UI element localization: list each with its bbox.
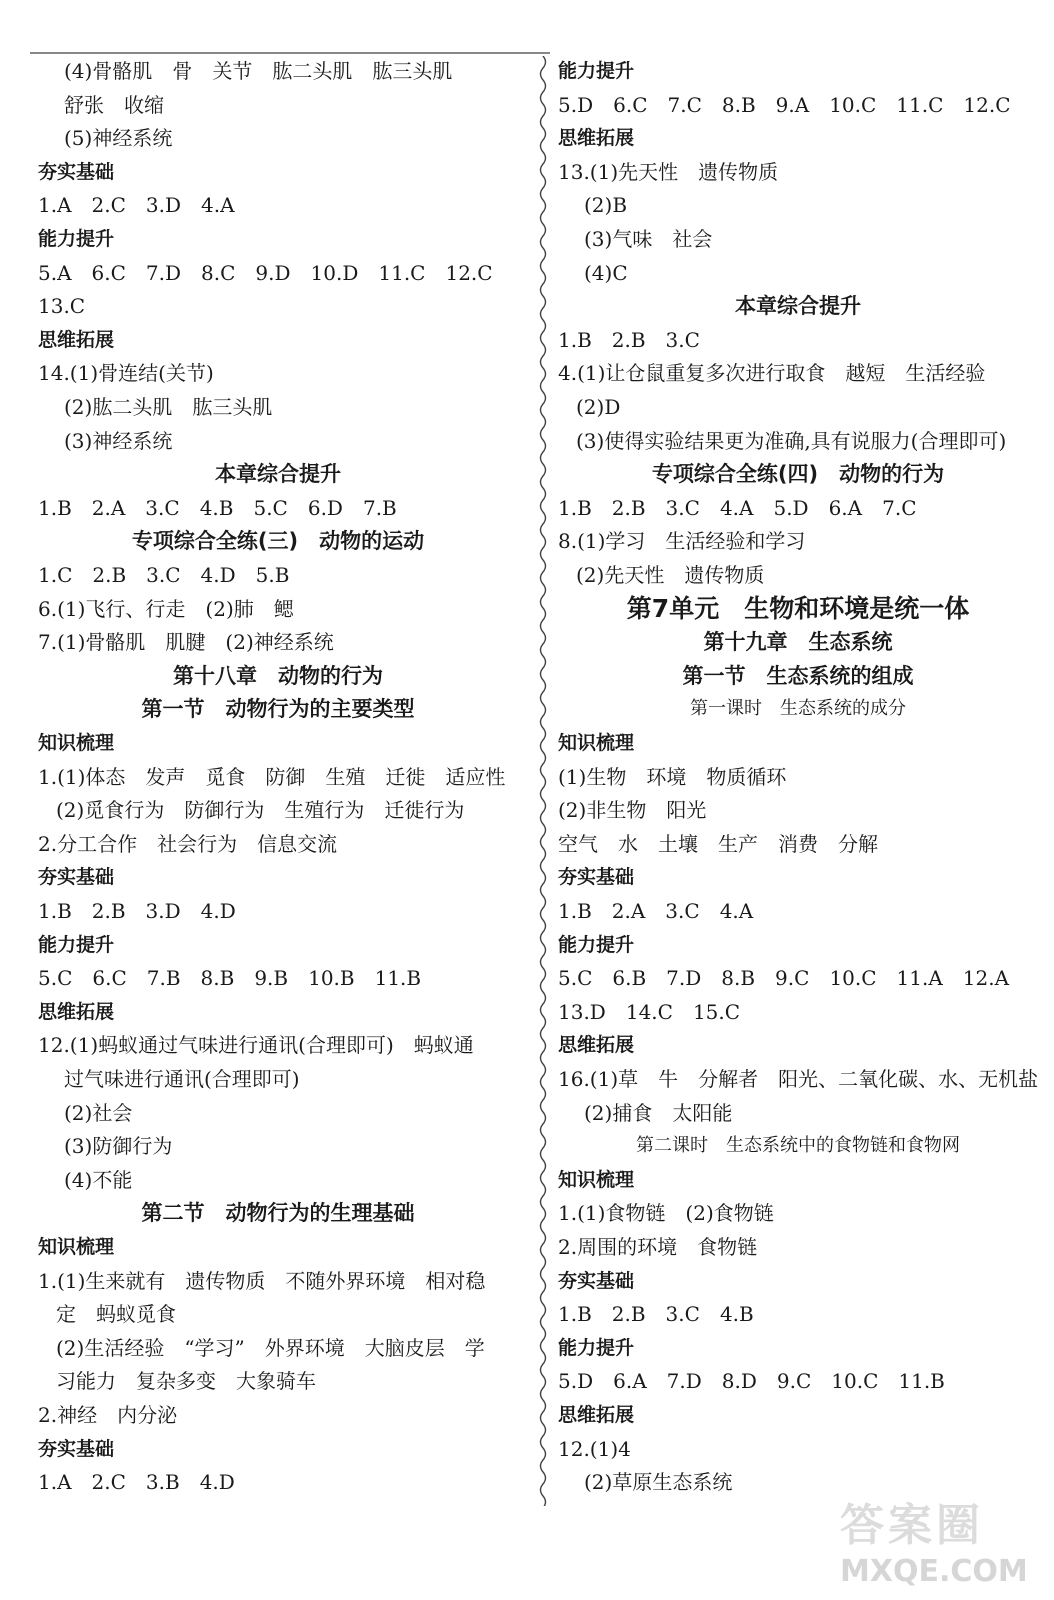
section-title: 专项综合全练(三) 动物的运动 bbox=[131, 529, 425, 554]
answer-line: 空气 水 土壤 生产 消费 分解 bbox=[558, 831, 878, 856]
answer-line: 8.(1)学习 生活经验和学习 bbox=[558, 529, 806, 554]
section-heading: 能力提升 bbox=[38, 933, 115, 956]
answer-line: (2)草原生态系统 bbox=[584, 1470, 733, 1495]
section-heading: 知识梳理 bbox=[558, 1168, 635, 1191]
answer-line: 12.(1)蚂蚁通过气味进行通讯(合理即可) 蚂蚁通 bbox=[38, 1033, 474, 1058]
answer-line: 14.(1)骨连结(关节) bbox=[38, 361, 214, 386]
answer-line: (3)神经系统 bbox=[64, 428, 173, 453]
answer-line: (3)使得实验结果更为准确,具有说服力(合理即可) bbox=[576, 428, 1007, 453]
answer-line: 4.(1)让仓鼠重复多次进行取食 越短 生活经验 bbox=[558, 361, 986, 386]
section-heading: 知识梳理 bbox=[558, 732, 635, 754]
answer-line: 1.A 2.C 3.D 4.A bbox=[38, 193, 235, 218]
section-heading: 能力提升 bbox=[38, 228, 115, 250]
answer-line: (2)先天性 遗传物质 bbox=[576, 563, 765, 587]
answer-line: 1.(1)生来就有 遗传物质 不随外界环境 相对稳 bbox=[38, 1268, 486, 1293]
section-heading: 思维拓展 bbox=[558, 1034, 635, 1057]
section-title: 专项综合全练(四) 动物的行为 bbox=[651, 462, 945, 487]
section-heading: 知识梳理 bbox=[38, 1236, 115, 1258]
answer-line: 1.A 2.C 3.B 4.D bbox=[38, 1470, 235, 1495]
answer-line: 13.C bbox=[38, 294, 86, 319]
section-title: 第二节 动物行为的生理基础 bbox=[141, 1201, 415, 1226]
answer-line: 5.C 6.B 7.D 8.B 9.C 10.C 11.A 12.A bbox=[558, 966, 1010, 991]
section-heading: 夯实基础 bbox=[38, 866, 115, 889]
answer-line: 6.(1)飞行、行走 (2)肺 鳃 bbox=[38, 596, 294, 621]
answer-line: (1)生物 环境 物质循环 bbox=[558, 764, 787, 789]
answer-line: (4)不能 bbox=[64, 1167, 133, 1192]
answer-line: (4)骨骼肌 骨 关节 肱二头肌 肱三头肌 bbox=[64, 59, 453, 83]
column-divider bbox=[536, 56, 550, 1506]
answer-line: 1.B 2.B 3.D 4.D bbox=[38, 899, 236, 923]
answer-line: (5)神经系统 bbox=[64, 126, 173, 151]
answer-line: (4)C bbox=[584, 260, 628, 285]
watermark-url: MXQE.COM bbox=[840, 1554, 1028, 1589]
section-heading: 思维拓展 bbox=[38, 1000, 115, 1023]
section-heading: 能力提升 bbox=[558, 933, 635, 956]
watermark-logo: 答案圈 bbox=[840, 1500, 984, 1551]
section-heading: 能力提升 bbox=[558, 1336, 635, 1359]
answer-line: 7.(1)骨骼肌 肌腱 (2)神经系统 bbox=[38, 630, 334, 655]
section-title: 第十九章 生态系统 bbox=[703, 630, 893, 655]
section-heading: 夯实基础 bbox=[38, 160, 115, 183]
section-title: 本章综合提升 bbox=[735, 294, 861, 319]
answer-line: (2)社会 bbox=[64, 1100, 133, 1125]
section-heading: 思维拓展 bbox=[558, 127, 635, 150]
answer-line: 16.(1)草 牛 分解者 阳光、二氧化碳、水、无机盐 bbox=[558, 1067, 1039, 1091]
answer-line: 2.分工合作 社会行为 信息交流 bbox=[38, 831, 338, 856]
answer-line: 1.(1)体态 发声 觅食 防御 生殖 迁徙 适应性 bbox=[38, 764, 506, 789]
section-title: 第一节 生态系统的组成 bbox=[682, 663, 914, 688]
answer-line: (2)捕食 太阳能 bbox=[584, 1100, 733, 1125]
answer-line: 1.B 2.B 3.C 4.B bbox=[558, 1302, 754, 1327]
answer-line: 13.(1)先天性 遗传物质 bbox=[558, 159, 779, 184]
answer-line: 5.C 6.C 7.B 8.B 9.B 10.B 11.B bbox=[38, 966, 422, 991]
answer-line: 5.D 6.C 7.C 8.B 9.A 10.C 11.C 12.C bbox=[558, 92, 1011, 117]
answer-line: 1.B 2.A 3.C 4.B 5.C 6.D 7.B bbox=[38, 495, 397, 520]
answer-line: (2)B bbox=[584, 193, 628, 218]
section-heading: 夯实基础 bbox=[558, 1269, 635, 1292]
answer-line: 12.(1)4 bbox=[558, 1436, 631, 1461]
answer-line: 1.C 2.B 3.C 4.D 5.B bbox=[38, 563, 290, 587]
answer-line: 5.A 6.C 7.D 8.C 9.D 10.D 11.C 12.C bbox=[38, 260, 493, 285]
answer-line: (2)生活经验 “学习” 外界环境 大脑皮层 学 bbox=[56, 1335, 485, 1360]
answer-line: (3)气味 社会 bbox=[584, 227, 713, 251]
top-rule bbox=[30, 52, 550, 54]
answer-line: (2)觅食行为 防御行为 生殖行为 迁徙行为 bbox=[56, 798, 465, 823]
answer-line: 5.D 6.A 7.D 8.D 9.C 10.C 11.B bbox=[558, 1369, 945, 1394]
answer-line: 1.B 2.B 3.C bbox=[558, 327, 700, 352]
answer-line: (2)肱二头肌 肱三头肌 bbox=[64, 395, 273, 419]
section-title: 第一节 动物行为的主要类型 bbox=[141, 697, 415, 722]
section-title: 第一课时 生态系统的成分 bbox=[690, 698, 906, 720]
answer-line: 13.D 14.C 15.C bbox=[558, 999, 741, 1024]
answer-line: 舒张 收缩 bbox=[64, 92, 164, 117]
answer-line: 2.神经 内分泌 bbox=[38, 1403, 178, 1427]
section-heading: 能力提升 bbox=[558, 60, 635, 82]
section-heading: 思维拓展 bbox=[38, 328, 115, 351]
answer-line: (2)非生物 阳光 bbox=[558, 798, 707, 823]
section-title: 第7单元 生物和环境是统一体 bbox=[626, 593, 970, 623]
section-heading: 思维拓展 bbox=[558, 1404, 635, 1426]
answer-line: 习能力 复杂多变 大象骑车 bbox=[56, 1369, 316, 1394]
watermark bbox=[840, 1500, 1040, 1592]
answer-line: 2.周围的环境 食物链 bbox=[558, 1235, 758, 1259]
answer-line: 定 蚂蚁觅食 bbox=[56, 1302, 176, 1327]
answer-line: 过气味进行通讯(合理即可) bbox=[64, 1067, 300, 1091]
section-title: 第二课时 生态系统中的食物链和食物网 bbox=[636, 1135, 960, 1157]
section-title: 本章综合提升 bbox=[215, 462, 341, 487]
answer-line: (3)防御行为 bbox=[64, 1134, 173, 1159]
answer-line: 1.B 2.A 3.C 4.A bbox=[558, 899, 754, 923]
section-heading: 夯实基础 bbox=[38, 1437, 115, 1460]
answer-line: (2)D bbox=[576, 395, 621, 419]
answer-line: 1.(1)食物链 (2)食物链 bbox=[558, 1201, 774, 1226]
section-heading: 知识梳理 bbox=[38, 732, 115, 754]
answer-line: 1.B 2.B 3.C 4.A 5.D 6.A 7.C bbox=[558, 495, 917, 520]
section-title: 第十八章 动物的行为 bbox=[173, 663, 383, 688]
section-heading: 夯实基础 bbox=[558, 866, 635, 889]
